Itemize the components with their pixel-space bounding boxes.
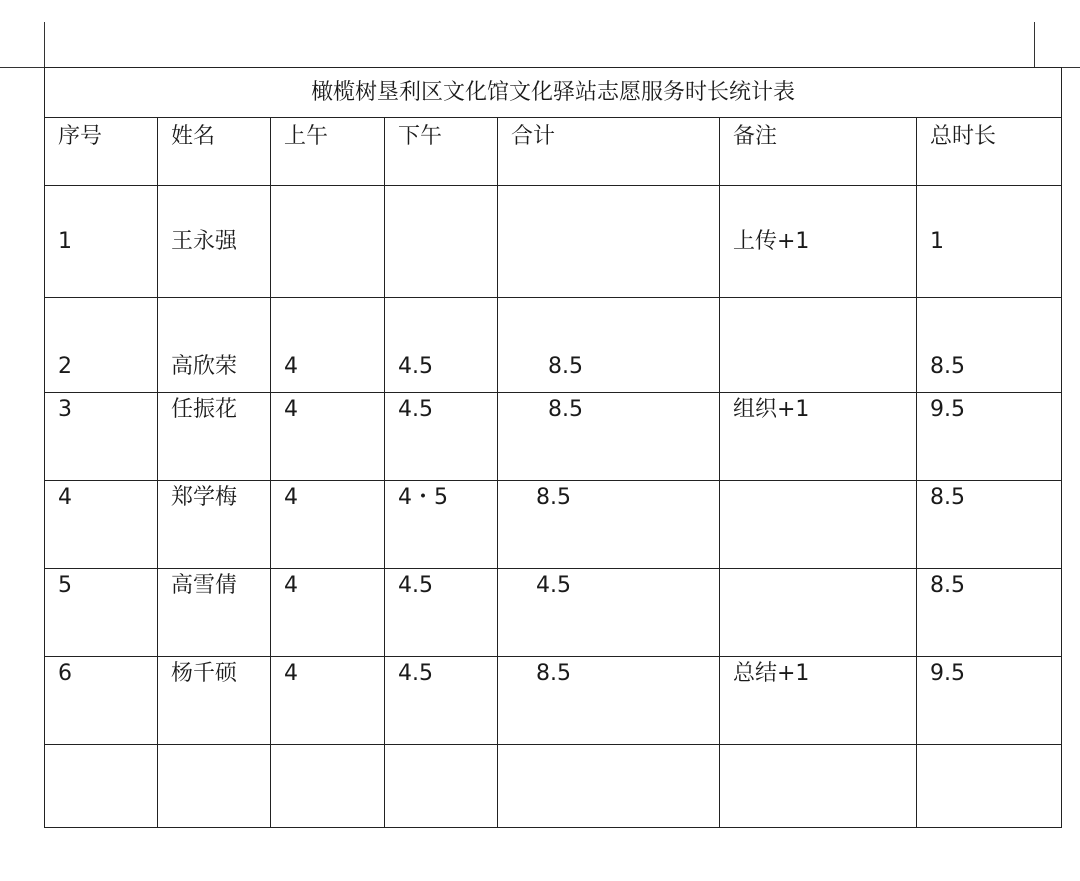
document-sheet	[44, 67, 1061, 789]
cell-total[interactable]: 9.5	[917, 393, 1062, 481]
cell-afternoon[interactable]: 4.5	[385, 393, 498, 481]
table-row	[45, 481, 1062, 569]
cell-name[interactable]: 任振花	[158, 393, 271, 481]
cell-subtotal[interactable]: 4.5	[498, 569, 720, 657]
crop-mark-top-left-vertical	[44, 22, 45, 68]
cell-name[interactable]: 高欣荣	[158, 298, 271, 393]
cell-empty[interactable]	[498, 745, 720, 828]
cell-morning[interactable]: 4	[271, 481, 385, 569]
cell-total[interactable]: 1	[917, 186, 1062, 298]
header-index[interactable]: 序号	[45, 118, 158, 186]
table-header-row	[45, 118, 1062, 186]
cell-morning[interactable]: 4	[271, 298, 385, 393]
cell-empty[interactable]	[385, 745, 498, 828]
cell-name[interactable]: 王永强	[158, 186, 271, 298]
cell-index[interactable]: 2	[45, 298, 158, 393]
cell-afternoon[interactable]: 4・5	[385, 481, 498, 569]
cell-empty[interactable]	[158, 745, 271, 828]
cell-remark[interactable]: 上传+1	[720, 186, 917, 298]
table-row	[45, 657, 1062, 745]
cell-total[interactable]: 9.5	[917, 657, 1062, 745]
header-total[interactable]: 总时长	[917, 118, 1062, 186]
cell-morning[interactable]	[271, 186, 385, 298]
table-title[interactable]: 橄榄树垦利区文化馆文化驿站志愿服务时长统计表	[45, 68, 1062, 118]
cell-index[interactable]: 6	[45, 657, 158, 745]
cell-morning[interactable]: 4	[271, 393, 385, 481]
cell-remark[interactable]: 总结+1	[720, 657, 917, 745]
cell-empty[interactable]	[917, 745, 1062, 828]
crop-mark-top-right-vertical	[1034, 22, 1035, 68]
table-row	[45, 186, 1062, 298]
header-afternoon[interactable]: 下午	[385, 118, 498, 186]
cell-empty[interactable]	[45, 745, 158, 828]
cell-empty[interactable]	[271, 745, 385, 828]
cell-name[interactable]: 杨千硕	[158, 657, 271, 745]
cell-index[interactable]: 4	[45, 481, 158, 569]
cell-name[interactable]: 郑学梅	[158, 481, 271, 569]
cell-index[interactable]: 1	[45, 186, 158, 298]
cell-afternoon[interactable]: 4.5	[385, 298, 498, 393]
cell-remark[interactable]	[720, 481, 917, 569]
header-subtotal[interactable]: 合计	[498, 118, 720, 186]
cell-total[interactable]: 8.5	[917, 569, 1062, 657]
cell-subtotal[interactable]: 8.5	[498, 298, 720, 393]
cell-subtotal[interactable]: 8.5	[498, 393, 720, 481]
cell-afternoon[interactable]	[385, 186, 498, 298]
cell-subtotal[interactable]: 8.5	[498, 657, 720, 745]
cell-remark[interactable]: 组织+1	[720, 393, 917, 481]
cell-subtotal[interactable]: 8.5	[498, 481, 720, 569]
cell-morning[interactable]: 4	[271, 569, 385, 657]
cell-total[interactable]: 8.5	[917, 481, 1062, 569]
cell-empty[interactable]	[720, 745, 917, 828]
cell-index[interactable]: 5	[45, 569, 158, 657]
cell-subtotal[interactable]	[498, 186, 720, 298]
cell-afternoon[interactable]: 4.5	[385, 657, 498, 745]
table-row	[45, 569, 1062, 657]
header-name[interactable]: 姓名	[158, 118, 271, 186]
cell-morning[interactable]: 4	[271, 657, 385, 745]
table-row	[45, 393, 1062, 481]
cell-remark[interactable]	[720, 298, 917, 393]
table-row-empty	[45, 745, 1062, 828]
header-remark[interactable]: 备注	[720, 118, 917, 186]
cell-remark[interactable]	[720, 569, 917, 657]
cell-total[interactable]: 8.5	[917, 298, 1062, 393]
cell-index[interactable]: 3	[45, 393, 158, 481]
table-row	[45, 298, 1062, 393]
volunteer-hours-table	[44, 67, 1062, 828]
header-morning[interactable]: 上午	[271, 118, 385, 186]
cell-afternoon[interactable]: 4.5	[385, 569, 498, 657]
table-title-row	[45, 68, 1062, 118]
crop-mark-top-left-horizontal	[0, 67, 45, 68]
cell-name[interactable]: 高雪倩	[158, 569, 271, 657]
